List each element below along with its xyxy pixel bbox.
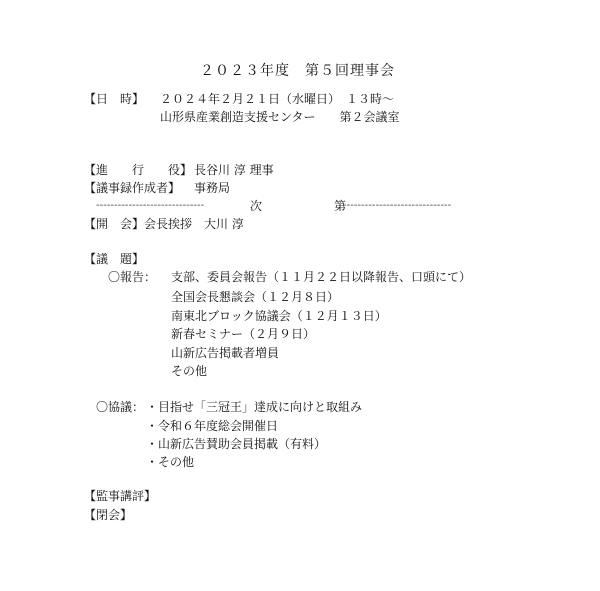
discussion-item: ・目指せ「三冠王」達成に向けと取組み [146,400,363,414]
agenda-separator-heading: 次 第 [250,199,347,213]
meeting-venue: 山形県産業創造支援センター 第２会議室 [160,110,400,124]
report-item: 山新広告掲載者増員 [171,346,280,360]
agenda-separator-right: ------------------------------ [343,200,452,211]
minutes-author-label: 【議事録作成者】 [84,181,181,195]
auditor-review-heading: 【監事講評】 [84,489,157,503]
report-item: 全国会長懇談会（１２月８日） [171,290,340,304]
datetime-label: 【日 時】 [84,92,145,106]
reports-label: 〇報告： [108,270,157,284]
agenda-separator-left: ------------------------------ [96,200,205,211]
report-item: 支部、委員会報告（１１月２２日以降報告、口頭にて） [171,270,472,284]
report-item: その他 [171,364,208,378]
discussion-item: ・令和６年度総会開催日 [146,419,279,433]
discussion-label: 〇協議： [96,400,145,414]
document-title: ２０２３年度 第５回理事会 [200,63,395,79]
meeting-date: ２０２４年２月２１日（水曜日） １３時～ [160,92,395,106]
facilitator-name: 長谷川 淳 理事 [194,163,274,177]
discussion-item: ・その他 [146,455,195,469]
report-item: 新春セミナー（２月９日） [171,327,316,341]
closing-heading: 【閉会】 [84,508,133,522]
agenda-label: 【議 題】 [84,252,145,266]
discussion-item: ・山新広告賛助会員掲載（有料） [146,437,327,451]
minutes-author-name: 事務局 [194,181,231,195]
opening-line: 【開 会】会長挨拶 大川 淳 [84,217,244,231]
report-item: 南東北ブロック協議会（１２月１３日） [171,309,387,323]
facilitator-label: 【進 行 役】 [84,163,193,177]
